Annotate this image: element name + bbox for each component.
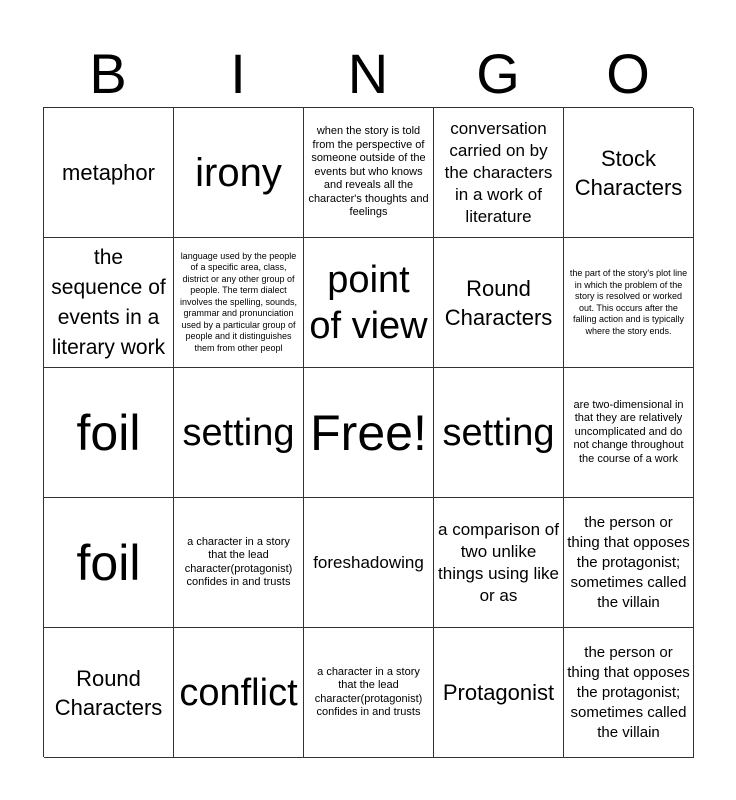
bingo-cell[interactable] [564,368,694,498]
cell-text: irony [195,150,282,195]
cell-text: Round Characters [54,665,163,720]
header-letter-g: G [476,42,520,105]
cell-text: point of view [309,258,428,347]
cell-text: conversation carried on by the characters in a work of literature [444,118,553,226]
header-letter-b: B [89,42,127,105]
cell-text: are two-dimensional in that they are relatively uncomplicated and do not change throughout the course of a work [573,398,684,465]
bingo-cell[interactable] [304,108,434,238]
bingo-grid [43,107,693,757]
bingo-cell[interactable] [44,368,174,498]
bingo-cell[interactable] [434,368,564,498]
cell-text: Round Characters [444,275,553,330]
bingo-cell[interactable] [44,108,174,238]
cell-text: foil [76,404,141,461]
bingo-cell[interactable] [174,628,304,758]
cell-text: foreshadowing [313,552,424,572]
bingo-header [43,38,693,108]
bingo-cell[interactable] [564,108,694,238]
cell-text: a character in a story that the lead character(protagonist) confides in and trusts [314,665,423,718]
bingo-cell[interactable] [564,238,694,368]
bingo-cell[interactable] [564,628,694,758]
cell-text: language used by the people of a specific area, class, district or any other group of people. The term dialect involves the spelling, sounds, grammar and pronunciation used by a particular group of people and it distinguishes them from other peopl [179,250,298,353]
cell-text: Stock Characters [574,145,683,200]
cell-text: metaphor [62,160,155,185]
bingo-cell[interactable] [174,108,304,238]
free-space-cell[interactable] [304,368,434,498]
bingo-cell[interactable] [304,498,434,628]
bingo-cell[interactable] [44,498,174,628]
bingo-cell[interactable] [434,108,564,238]
cell-text: setting [182,411,295,454]
bingo-cell[interactable] [434,238,564,368]
bingo-cell[interactable] [44,238,174,368]
header-letter-o: O [606,42,650,105]
cell-text: the person or thing that opposes the protagonist; sometimes called the villain [567,513,690,611]
bingo-cell[interactable] [434,628,564,758]
cell-text: when the story is told from the perspective of someone outside of the events but who knows and reveals all the character's thoughts and feelings [308,125,429,219]
bingo-cell[interactable] [174,498,304,628]
cell-text: conflict [179,671,298,714]
free-space-text: Free! [310,404,427,461]
cell-text: a character in a story that the lead character(protagonist) confides in and trusts [184,535,293,588]
bingo-cell[interactable] [564,498,694,628]
bingo-cell[interactable] [174,368,304,498]
cell-text: the part of the story's plot line in which the problem of the story is resolved or worked out. This occurs after the falling action and is typically where the story ends. [569,268,688,336]
cell-text: the person or thing that opposes the protagonist; sometimes called the villain [567,643,690,741]
cell-text: setting [442,411,555,454]
cell-text: Protagonist [442,680,555,705]
header-letter-i: I [230,42,246,105]
bingo-cell[interactable] [174,238,304,368]
bingo-cell[interactable] [44,628,174,758]
cell-text: foil [76,534,141,591]
cell-text: a comparison of two unlike things using like or as [438,519,559,605]
bingo-cell[interactable] [434,498,564,628]
header-letter-n: N [347,42,389,105]
cell-text: the sequence of events in a literary work [51,245,166,359]
bingo-cell[interactable] [304,238,434,368]
bingo-cell[interactable] [304,628,434,758]
